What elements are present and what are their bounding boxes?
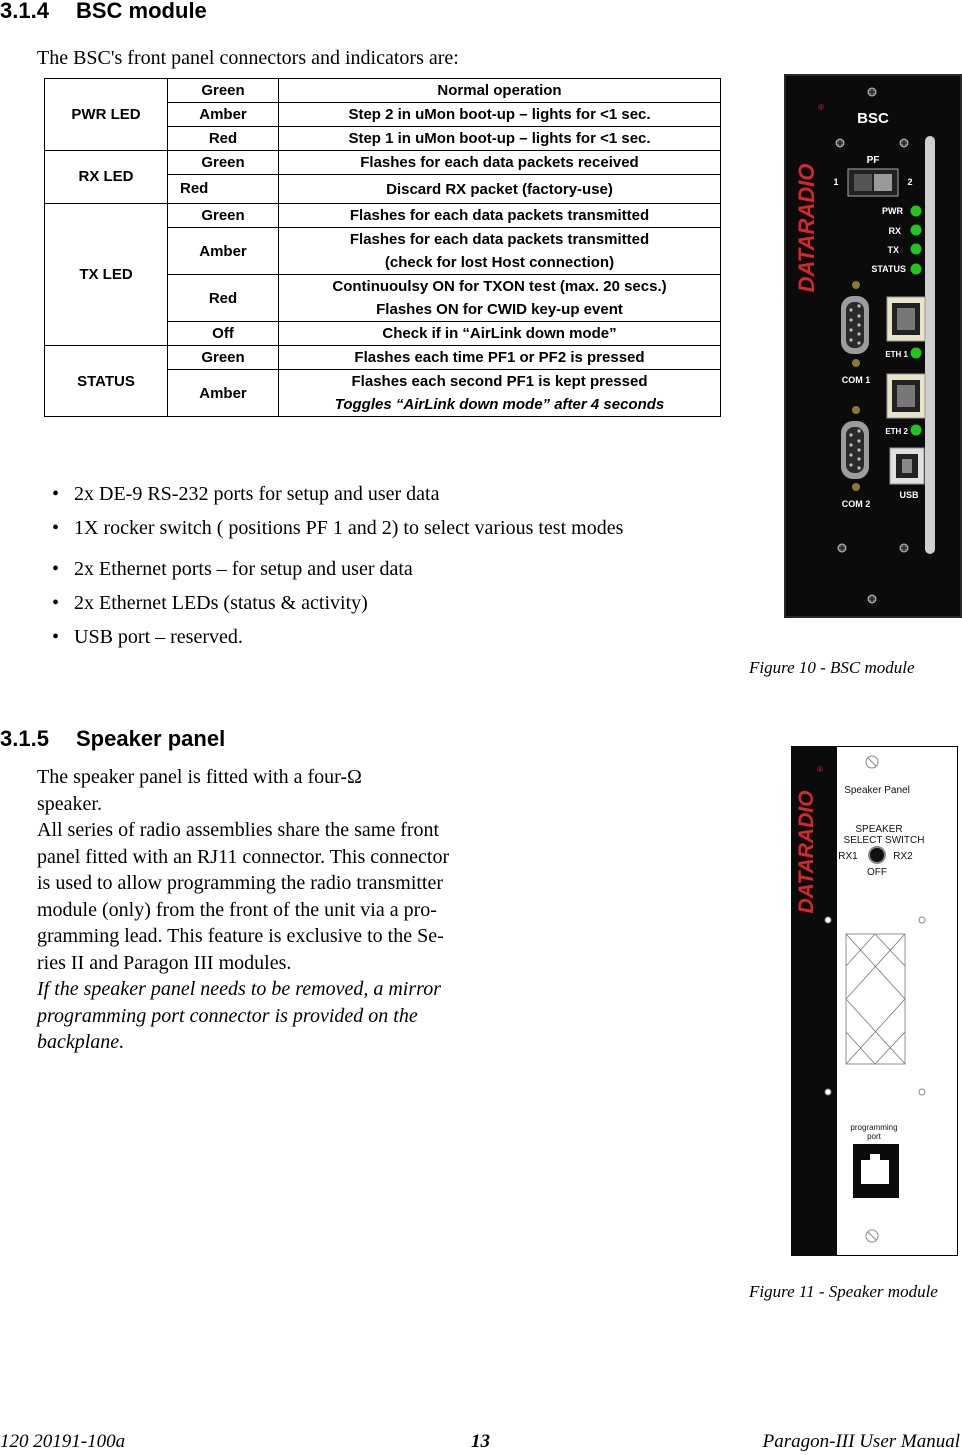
- switch-rx2-label: RX2: [893, 851, 913, 862]
- switch-off-label: OFF: [867, 867, 887, 878]
- led-color: Off: [168, 322, 279, 346]
- list-item: • 1X rocker switch ( positions PF 1 and 2) to select various test modes: [52, 514, 623, 548]
- led-color: Red: [168, 175, 279, 204]
- desc-line: Continuoulsy ON for TXON test (max. 20 secs.): [332, 278, 667, 295]
- com2-label: COM 2: [841, 499, 871, 509]
- footer-page-number: 13: [471, 1431, 490, 1452]
- led-label-rx: RX: [888, 226, 901, 236]
- led-color: Amber: [168, 370, 279, 417]
- led-label-status: STATUS: [871, 264, 906, 274]
- registered-mark: ®: [818, 103, 824, 112]
- speaker-select-switch[interactable]: [869, 847, 885, 863]
- led-color: Green: [168, 346, 279, 370]
- text-line: panel fitted with an RJ11 connector. This connector: [37, 845, 450, 868]
- text-line: is used to allow programming the radio transmitter: [37, 872, 444, 894]
- led-color: Green: [168, 151, 279, 175]
- led-description: [279, 228, 721, 275]
- led-description: Check if in “AirLink down mode”: [279, 322, 721, 346]
- panel-title: BSC: [857, 110, 889, 127]
- section-title: Speaker panel: [76, 726, 226, 751]
- pf-position-1: 1: [833, 177, 839, 187]
- list-item: • 2x DE-9 RS-232 ports for setup and user data: [52, 480, 623, 514]
- brand-logo: DATARADIO: [794, 163, 819, 293]
- programming-port-label-line1: programming: [850, 1123, 898, 1132]
- led-description: Flashes for each data packets received: [279, 151, 721, 175]
- eth1-label: ETH 1: [885, 350, 908, 359]
- usb-port[interactable]: [890, 448, 924, 484]
- led-description: Flashes for each data packets transmitted: [279, 204, 721, 228]
- led-description: Discard RX packet (factory-use): [279, 175, 721, 204]
- led-label-pwr: PWR: [882, 206, 903, 216]
- intro-paragraph: The BSC's front panel connectors and indicators are:: [37, 47, 459, 69]
- group-label-pwr: PWR LED: [45, 79, 168, 151]
- figure-10-caption: Figure 10 - BSC module: [749, 658, 915, 677]
- led-label-tx: TX: [887, 245, 899, 255]
- section-number: 3.1.5: [0, 726, 49, 751]
- led-description: Step 1 in uMon boot-up – lights for <1 sec.: [279, 127, 721, 151]
- switch-rx1-label: RX1: [838, 851, 858, 862]
- led-color: Green: [168, 204, 279, 228]
- text-line: module (only) from the front of the unit via a pro-: [37, 898, 437, 921]
- text-line: backplane.: [37, 1031, 125, 1053]
- speaker-panel-title: Speaker Panel: [844, 785, 910, 796]
- led-color: Red: [168, 275, 279, 322]
- com1-label: COM 1: [841, 375, 871, 385]
- registered-mark: ®: [817, 765, 823, 774]
- usb-label: USB: [899, 490, 919, 500]
- eth1-rj45-port[interactable]: [887, 297, 925, 341]
- footer-doc-number: 120 20191-100a: [0, 1431, 126, 1452]
- section-title: BSC module: [76, 0, 207, 23]
- led-table: [44, 78, 721, 417]
- pf-position-2: 2: [907, 177, 913, 187]
- section-heading-3-1-4: [0, 0, 207, 24]
- group-label-tx: TX LED: [45, 204, 168, 346]
- rocker-switch[interactable]: [848, 169, 898, 196]
- led-description: [279, 275, 721, 322]
- list-item: • 2x Ethernet LEDs (status & activity): [52, 589, 623, 623]
- panel-rail: [925, 136, 935, 554]
- text-line: speaker.: [37, 792, 102, 815]
- text-line: The speaker panel is fitted with a four-Ω: [37, 766, 362, 788]
- section-heading-3-1-5: [0, 726, 225, 752]
- led-description: Normal operation: [279, 79, 721, 103]
- bsc-module-figure: [784, 74, 962, 618]
- speaker-paragraph: [37, 764, 449, 1056]
- footer-manual-title: Paragon-III User Manual: [762, 1431, 960, 1452]
- pf-label: PF: [866, 155, 880, 166]
- led-color: Red: [168, 127, 279, 151]
- eth2-label: ETH 2: [885, 427, 908, 436]
- desc-line: Flashes for each data packets transmitted: [349, 231, 650, 248]
- list-item: • USB port – reserved.: [52, 623, 623, 657]
- list-item: • 2x Ethernet ports – for setup and user data: [52, 555, 623, 589]
- figure-11-caption: Figure 11 - Speaker module: [749, 1282, 938, 1301]
- text-line: All series of radio assemblies share the same front: [37, 819, 440, 841]
- desc-line: Toggles “AirLink down mode” after 4 seconds: [334, 396, 665, 413]
- text-line: gramming lead. This feature is exclusive to the Se-: [37, 925, 444, 947]
- led-color: Green: [168, 79, 279, 103]
- led-color: Amber: [168, 103, 279, 127]
- switch-label-line2: SELECT SWITCH: [843, 835, 925, 846]
- desc-line: (check for lost Host connection): [384, 254, 615, 271]
- led-description: [279, 370, 721, 417]
- programming-port-label-line2: port: [867, 1132, 881, 1141]
- brand-logo: DATARADIO: [795, 790, 818, 914]
- group-label-status: STATUS: [45, 346, 168, 417]
- text-line: If the speaker panel needs to be removed, a mirror: [37, 978, 441, 1000]
- group-label-rx: RX LED: [45, 151, 168, 204]
- desc-line: Flashes each second PF1 is kept pressed: [351, 373, 648, 390]
- switch-label-line1: SPEAKER: [855, 824, 903, 835]
- section-number: 3.1.4: [0, 0, 49, 23]
- speaker-module-figure: [791, 746, 958, 1256]
- desc-line: Flashes ON for CWID key-up event: [376, 301, 623, 318]
- text-line: ries II and Paragon III modules.: [37, 951, 292, 974]
- rj11-programming-port[interactable]: [853, 1144, 899, 1198]
- led-description: Step 2 in uMon boot-up – lights for <1 sec.: [279, 103, 721, 127]
- eth2-rj45-port[interactable]: [887, 374, 925, 418]
- led-description: Flashes each time PF1 or PF2 is pressed: [279, 346, 721, 370]
- feature-list: [52, 480, 623, 657]
- led-color: Amber: [168, 228, 279, 275]
- text-line: programming port connector is provided on the: [37, 1004, 418, 1027]
